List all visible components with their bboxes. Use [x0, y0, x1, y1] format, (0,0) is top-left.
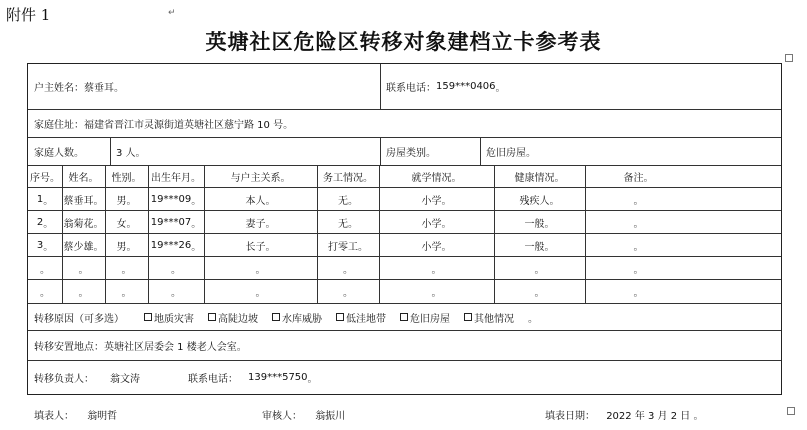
- table-row: [28, 234, 781, 257]
- cell-mark: 。: [126, 195, 137, 207]
- reviewer-info: [262, 407, 345, 422]
- cell-mark: 。: [348, 195, 358, 207]
- column-header-label: 务工情况: [323, 173, 363, 184]
- appendix-label: 附件 1: [6, 6, 51, 24]
- cell-mark: 。: [191, 195, 202, 207]
- cell-mark: 。: [280, 173, 291, 184]
- cell-school: [379, 188, 494, 210]
- relocation-value: 英塘社区居委会 1 楼老人会室: [104, 342, 237, 353]
- responsible-phone-label: 联系电话：: [188, 374, 238, 385]
- cell-gender: [105, 188, 148, 210]
- cell-mark: 。: [191, 173, 201, 184]
- relocation-cell: [28, 331, 780, 360]
- cell-mark: 。: [358, 241, 368, 253]
- checkbox-low-lying-area[interactable]: 低洼地带: [336, 310, 386, 325]
- transfer-reason-row: [28, 304, 781, 331]
- cell-mark: 。: [88, 173, 99, 184]
- transfer-reason-label: 转移原因（可多选）: [34, 313, 124, 325]
- cell-gender: [105, 280, 148, 303]
- address-row: [28, 110, 781, 138]
- cell-value: 男: [116, 241, 127, 253]
- relocation-row: [28, 331, 781, 361]
- cell-value: 一般: [524, 218, 545, 230]
- cell-mark: 。: [554, 173, 565, 184]
- cell-mark: 。: [126, 241, 137, 253]
- registration-form: [27, 63, 782, 395]
- cell-mark: 。: [265, 218, 276, 230]
- address-value: 福建省晋江市灵源街道英塘社区慈宁路 10 号: [84, 120, 284, 131]
- cell-mark: 。: [171, 264, 181, 276]
- cell-mark: 。: [495, 83, 506, 94]
- cell-mark: 。: [544, 241, 555, 253]
- checkbox-steep-slope[interactable]: 高陡边坡: [208, 310, 258, 325]
- cell-birth: [148, 188, 204, 210]
- cell-health: [494, 234, 585, 256]
- column-header-birth: [148, 166, 204, 187]
- cell-mark: 。: [307, 374, 318, 385]
- responsible-value: 翁文涛: [110, 374, 140, 385]
- cell-value: 19***07: [150, 216, 192, 228]
- cell-remark: [585, 280, 692, 303]
- column-header-health: [494, 166, 585, 187]
- column-header-name: [62, 166, 105, 187]
- cell-mark: 。: [121, 288, 132, 299]
- members-value: 3 人: [116, 148, 136, 159]
- cell-name: [62, 234, 105, 256]
- checkbox-reservoir-threat[interactable]: 水库威胁: [272, 310, 322, 325]
- cell-value: 无: [338, 195, 348, 207]
- column-header-label: 序号: [30, 173, 50, 184]
- cell-mark: 。: [534, 264, 545, 276]
- filler-info: [34, 407, 117, 422]
- date-info: [545, 407, 703, 422]
- cell-mark: 。: [255, 288, 266, 299]
- cell-mark: 。: [426, 148, 436, 159]
- cell-mark: 。: [93, 195, 104, 207]
- cell-mark: 。: [40, 264, 50, 276]
- cell-mark: 。: [283, 120, 294, 131]
- date-value: 2022 年 3 月 2 日: [606, 411, 691, 422]
- cell-relation: [204, 234, 317, 256]
- house-type-value-cell: [480, 138, 780, 165]
- checkbox-icon[interactable]: [464, 313, 472, 321]
- cell-mark: 。: [191, 241, 202, 253]
- cell-name: [62, 188, 105, 210]
- cell-mark: 。: [78, 264, 89, 276]
- paragraph-mark-icon: 。: [693, 411, 704, 422]
- address-label: 家庭住址：: [34, 120, 84, 131]
- column-header-label: 性别: [111, 173, 132, 184]
- house-type-label: 房屋类别: [386, 148, 426, 159]
- cell-relation: [204, 188, 317, 210]
- column-header-label: 备注: [623, 173, 644, 184]
- cell-mark: 。: [74, 148, 84, 159]
- cell-mark: 。: [43, 218, 54, 230]
- cell-mark: 。: [544, 218, 555, 230]
- checkbox-geologic-disaster[interactable]: 地质灾害: [144, 310, 194, 325]
- cell-value: 1: [36, 193, 44, 205]
- responsible-row: [28, 361, 781, 394]
- cell-remark: [585, 257, 692, 279]
- cell-birth: [148, 211, 204, 233]
- cell-value: 3: [36, 239, 44, 251]
- date-label: 填表日期：: [545, 411, 595, 422]
- column-header-label: 姓名: [68, 173, 89, 184]
- page-title: 英塘社区危险区转移对象建档立卡参考表: [205, 29, 602, 54]
- head-name-cell: [28, 64, 378, 109]
- responsible-label: 转移负责人：: [34, 374, 94, 385]
- members-row: [28, 138, 781, 166]
- cell-value: 无: [338, 218, 348, 230]
- column-header-remark: [585, 166, 692, 187]
- cell-mark: 。: [441, 195, 452, 207]
- column-header-work: [317, 166, 379, 187]
- cell-remark: [585, 234, 692, 256]
- column-header-label: 就学情况: [411, 173, 452, 184]
- cell-value: 男: [116, 195, 127, 207]
- members-label-cell: [28, 138, 110, 165]
- cell-value: 2: [36, 216, 44, 228]
- head-phone-cell: [380, 64, 780, 109]
- cell-name: [62, 211, 105, 233]
- checkbox-icon[interactable]: [208, 313, 216, 321]
- cell-mark: 。: [451, 173, 462, 184]
- table-row: [28, 257, 781, 280]
- column-header-index: [28, 166, 62, 187]
- cell-work: [317, 280, 379, 303]
- cell-mark: 。: [121, 264, 132, 276]
- cell-health: [494, 257, 585, 279]
- cell-mark: 。: [633, 264, 644, 276]
- cell-remark: [585, 188, 692, 210]
- head-name-label: 户主姓名：: [34, 83, 84, 94]
- paragraph-mark-icon: ↵: [168, 8, 176, 18]
- cell-gender: [105, 211, 148, 233]
- cell-mark: 。: [93, 241, 104, 253]
- cell-work: [317, 234, 379, 256]
- cell-mark: 。: [549, 195, 560, 207]
- cell-gender: [105, 234, 148, 256]
- cell-mark: 。: [255, 264, 266, 276]
- address-cell: [28, 110, 780, 137]
- cell-value: 19***09: [150, 193, 192, 205]
- cell-mark: 。: [348, 218, 358, 230]
- cell-index: [28, 280, 62, 303]
- cell-value: 打零工: [328, 241, 358, 253]
- members-label: 家庭人数: [34, 148, 74, 159]
- cell-mark: 。: [114, 83, 124, 94]
- cell-birth: [148, 257, 204, 279]
- cell-mark: 。: [135, 148, 146, 159]
- column-header-school: [379, 166, 494, 187]
- cell-value: 一般: [524, 241, 545, 253]
- cell-mark: 。: [78, 288, 89, 299]
- transfer-reason-cell: [28, 304, 780, 330]
- column-header-label: 与户主关系: [230, 173, 281, 184]
- cell-index: [28, 211, 62, 233]
- cell-value: 小学: [421, 218, 442, 230]
- checkbox-icon[interactable]: [400, 313, 408, 321]
- cell-value: 蔡垂耳: [63, 195, 94, 207]
- cell-value: 长子: [245, 241, 266, 253]
- cell-value: 19***26: [150, 239, 192, 251]
- checkbox-dilapidated-house[interactable]: 危旧房屋: [400, 310, 450, 325]
- cell-work: [317, 257, 379, 279]
- cell-name: [62, 280, 105, 303]
- cell-mark: 。: [265, 241, 276, 253]
- cell-mark: 。: [363, 173, 373, 184]
- cell-mark: 。: [191, 218, 202, 230]
- cell-value: 本人: [245, 195, 266, 207]
- cell-mark: 。: [171, 288, 181, 299]
- cell-birth: [148, 280, 204, 303]
- cell-mark: 。: [431, 264, 442, 276]
- cell-mark: 。: [93, 218, 104, 230]
- filler-value: 翁明哲: [87, 411, 118, 422]
- cell-relation: [204, 211, 317, 233]
- head-row: [28, 64, 781, 110]
- house-type-value: 危旧房屋: [486, 148, 526, 159]
- table-row: [28, 211, 781, 234]
- reviewer-value: 翁振川: [315, 411, 346, 422]
- cell-mark: 。: [441, 241, 452, 253]
- cell-school: [379, 234, 494, 256]
- cell-value: 小学: [421, 241, 442, 253]
- cell-relation: [204, 257, 317, 279]
- cell-mark: 。: [236, 342, 247, 353]
- relocation-label: 转移安置地点：: [34, 342, 104, 353]
- reviewer-label: 审核人：: [262, 411, 302, 422]
- cell-work: [317, 188, 379, 210]
- table-row: [28, 188, 781, 211]
- cell-mark: 。: [643, 173, 654, 184]
- cell-relation: [204, 280, 317, 303]
- cell-mark: 。: [126, 218, 137, 230]
- column-header-label: 健康情况: [514, 173, 555, 184]
- table-move-handle-icon[interactable]: [785, 54, 793, 62]
- checkbox-icon[interactable]: [144, 313, 152, 321]
- column-header-label: 出生年月: [151, 173, 191, 184]
- column-header-gender: [105, 166, 148, 187]
- checkbox-icon[interactable]: [272, 313, 280, 321]
- cell-work: [317, 211, 379, 233]
- cell-remark: [585, 211, 692, 233]
- cell-mark: 。: [343, 288, 353, 299]
- cell-value: 女: [116, 218, 127, 230]
- head-phone-label: 联系电话：: [386, 83, 436, 94]
- cell-mark: 。: [131, 173, 142, 184]
- responsible-phone-value: 139***5750: [248, 372, 308, 383]
- cell-mark: 。: [265, 195, 276, 207]
- cell-school: [379, 280, 494, 303]
- cell-value: 蔡少雄: [63, 241, 94, 253]
- table-resize-handle-icon[interactable]: [787, 407, 795, 415]
- head-name-value: 蔡垂耳: [84, 83, 114, 94]
- member-table-header: [28, 166, 781, 188]
- cell-health: [494, 211, 585, 233]
- cell-mark: 。: [50, 173, 60, 184]
- cell-mark: 。: [441, 218, 452, 230]
- cell-mark: 。: [343, 264, 353, 276]
- checkbox-other[interactable]: 其他情况: [464, 310, 514, 325]
- column-header-relation: [204, 166, 317, 187]
- cell-school: [379, 257, 494, 279]
- cell-mark: 。: [534, 288, 545, 299]
- head-phone-value: 159***0406: [436, 81, 496, 92]
- cell-value: 妻子: [245, 218, 266, 230]
- filler-label: 填表人：: [34, 411, 74, 422]
- responsible-cell: [28, 361, 780, 394]
- cell-mark: 。: [40, 288, 50, 299]
- cell-mark: 。: [633, 195, 644, 207]
- cell-school: [379, 211, 494, 233]
- cell-mark: 。: [526, 148, 536, 159]
- cell-gender: [105, 257, 148, 279]
- cell-health: [494, 188, 585, 210]
- cell-birth: [148, 234, 204, 256]
- cell-mark: 。: [43, 195, 54, 207]
- table-row: [28, 280, 781, 304]
- cell-value: 翁菊花: [63, 218, 94, 230]
- cell-mark: 。: [633, 218, 644, 230]
- cell-name: [62, 257, 105, 279]
- cell-index: [28, 257, 62, 279]
- cell-index: [28, 234, 62, 256]
- cell-value: 小学: [421, 195, 442, 207]
- cell-value: 残疾人: [519, 195, 550, 207]
- cell-mark: 。: [43, 241, 54, 253]
- cell-index: [28, 188, 62, 210]
- cell-mark: 。: [528, 313, 538, 325]
- cell-mark: 。: [431, 288, 442, 299]
- cell-mark: 。: [633, 288, 644, 299]
- cell-health: [494, 280, 585, 303]
- members-value-cell: [110, 138, 380, 165]
- house-type-label-cell: [380, 138, 480, 165]
- cell-mark: 。: [633, 241, 644, 253]
- checkbox-icon[interactable]: [336, 313, 344, 321]
